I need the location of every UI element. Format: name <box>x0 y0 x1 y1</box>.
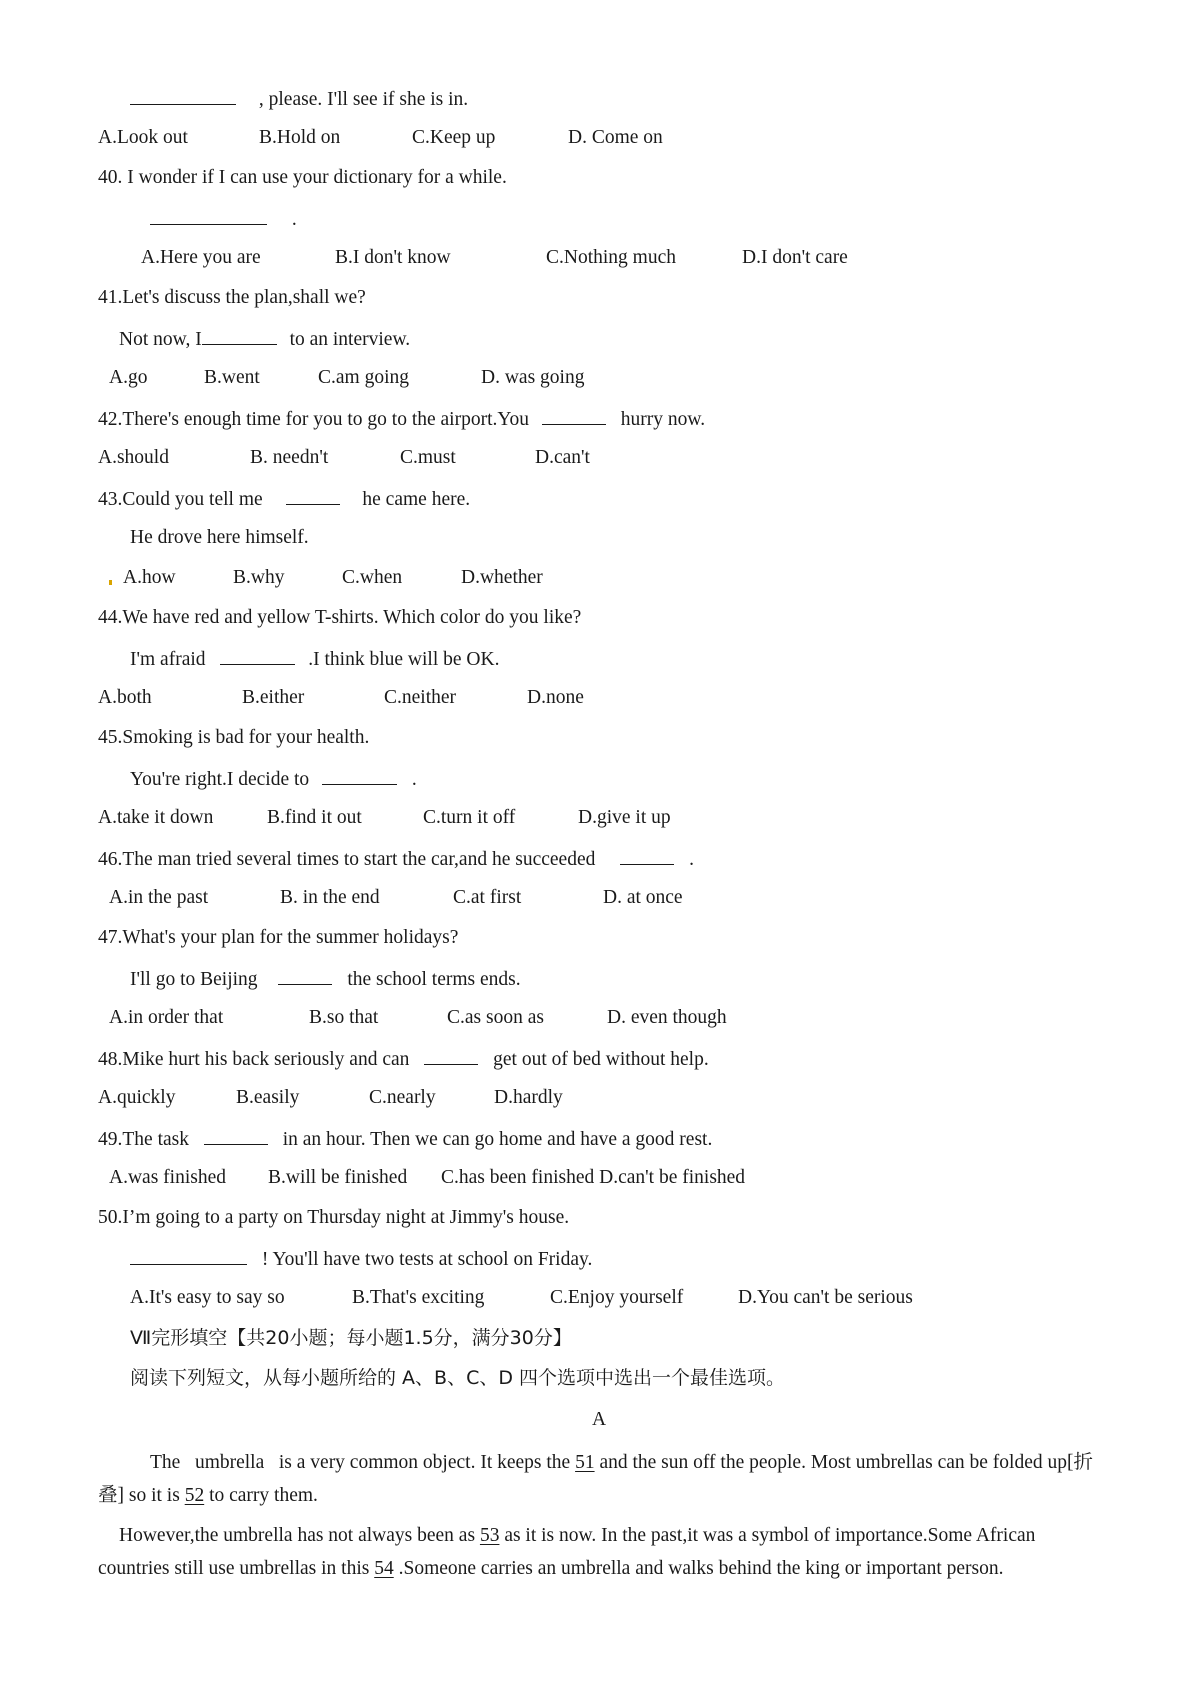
q41-response <box>119 326 410 352</box>
q41-prompt: 41.Let's discuss the plan,shall we? <box>98 287 366 308</box>
q40-option-c[interactable]: C.Nothing much <box>546 247 676 268</box>
q44-response-before: I'm afraid <box>130 649 206 670</box>
q40-option-d[interactable]: D.I don't care <box>742 247 848 268</box>
q45-option-b[interactable]: B.find it out <box>267 807 362 828</box>
q48-option-b[interactable]: B.easily <box>236 1087 300 1108</box>
p1-text-1: The umbrella is a very common object. It keeps the <box>150 1452 571 1473</box>
q45-response <box>130 766 417 792</box>
q43-option-c[interactable]: C.when <box>342 567 403 588</box>
q44-option-d[interactable]: D.none <box>527 687 584 708</box>
q47-response <box>130 966 521 992</box>
q40-prompt: 40. I wonder if I can use your dictionary for a while. <box>98 167 507 188</box>
q40-blank[interactable] <box>150 206 267 225</box>
q43-prompt <box>98 486 470 512</box>
q46-prompt-before: 46.The man tried several times to start the car,and he succeeded <box>98 849 596 870</box>
p1-text-3: to carry them. <box>209 1485 318 1506</box>
q39-option-d[interactable]: D. Come on <box>568 127 663 148</box>
q46-option-b[interactable]: B. in the end <box>280 887 380 908</box>
q45-option-a[interactable]: A.take it down <box>98 807 214 828</box>
q39-response-text: , please. I'll see if she is in. <box>258 89 469 110</box>
q44-option-b[interactable]: B.either <box>242 687 305 708</box>
q49-prompt-before: 49.The task <box>98 1129 189 1150</box>
q39-option-a[interactable]: A.Look out <box>98 127 188 148</box>
q43-prompt-before: 43.Could you tell me <box>98 489 263 510</box>
q50-option-c[interactable]: C.Enjoy yourself <box>550 1287 684 1308</box>
q50-option-b[interactable]: B.That's exciting <box>352 1287 485 1308</box>
q44-prompt: 44.We have red and yellow T-shirts. Which color do you like? <box>98 607 582 628</box>
q47-option-d[interactable]: D. even though <box>607 1007 727 1028</box>
q45-blank[interactable] <box>322 766 397 785</box>
q42-prompt <box>98 406 705 432</box>
q43-response: He drove here himself. <box>130 527 309 548</box>
q41-option-b[interactable]: B.went <box>204 367 260 388</box>
q50-option-d[interactable]: D.You can't be serious <box>738 1287 913 1308</box>
q48-option-d[interactable]: D.hardly <box>494 1087 563 1108</box>
q49-option-cd[interactable]: C.has been finished D.can't be finished <box>441 1167 746 1188</box>
q41-option-d[interactable]: D. was going <box>481 367 585 388</box>
q48-blank[interactable] <box>424 1046 478 1065</box>
q47-blank[interactable] <box>278 966 332 985</box>
q40-option-a[interactable]: A.Here you are <box>141 247 261 268</box>
q42-option-a[interactable]: A.should <box>98 447 169 468</box>
q49-prompt <box>98 1126 712 1152</box>
q42-prompt-after: hurry now. <box>620 409 706 430</box>
q48-prompt <box>98 1046 709 1072</box>
q46-option-d[interactable]: D. at once <box>603 887 683 908</box>
q48-prompt-after: get out of bed without help. <box>493 1049 709 1070</box>
q47-response-before: I'll go to Beijing <box>130 969 258 990</box>
q42-blank[interactable] <box>542 406 606 425</box>
blank-51[interactable]: 51 <box>575 1452 595 1473</box>
q40-option-b[interactable]: B.I don't know <box>335 247 451 268</box>
q44-response-after: .I think blue will be OK. <box>308 649 500 670</box>
q42-prompt-before: 42.There's enough time for you to go to the airport.You <box>98 409 530 430</box>
q43-blank[interactable] <box>286 486 340 505</box>
p2-text-3: .Someone carries an umbrella and walks behind the king or important person. <box>398 1558 1004 1579</box>
q41-blank[interactable] <box>202 326 277 345</box>
q48-prompt-before: 48.Mike hurt his back seriously and can <box>98 1049 410 1070</box>
q50-prompt: 50.I’m going to a party on Thursday night at Jimmy's house. <box>98 1207 570 1228</box>
q49-prompt-after: in an hour. Then we can go home and have a good rest. <box>282 1129 713 1150</box>
q46-prompt <box>98 846 694 872</box>
q46-option-a[interactable]: A.in the past <box>109 887 209 908</box>
q41-response-after: to an interview. <box>289 329 411 350</box>
q44-blank[interactable] <box>220 646 295 665</box>
q45-response-before: You're right.I decide to <box>130 769 310 790</box>
section-instruction: 阅读下列短文，从每小题所给的 A、B、C、D 四个选项中选出一个最佳选项。 <box>130 1367 786 1389</box>
q49-option-a[interactable]: A.was finished <box>109 1167 226 1188</box>
q50-option-a[interactable]: A.It's easy to say so <box>130 1287 285 1308</box>
q39-response <box>130 86 468 112</box>
q46-blank[interactable] <box>620 846 674 865</box>
q48-option-a[interactable]: A.quickly <box>98 1087 176 1108</box>
q46-prompt-after: . <box>689 849 694 870</box>
q39-option-c[interactable]: C.Keep up <box>412 127 496 148</box>
q43-option-a[interactable]: A.how <box>123 567 176 588</box>
blank-54[interactable]: 54 <box>374 1558 394 1579</box>
q50-response <box>130 1246 592 1272</box>
q41-option-c[interactable]: C.am going <box>318 367 409 388</box>
p2-text-1: However,the umbrella has not always been as <box>119 1525 476 1546</box>
q48-option-c[interactable]: C.nearly <box>369 1087 436 1108</box>
passage-paragraph-1 <box>98 1446 1100 1512</box>
q43-option-d[interactable]: D.whether <box>461 567 543 588</box>
q49-option-b[interactable]: B.will be finished <box>268 1167 408 1188</box>
q50-response-text: ! You'll have two tests at school on Friday. <box>261 1249 593 1270</box>
section-heading: Ⅶ完形填空【共20小题；每小题1.5分，满分30分】 <box>130 1327 572 1349</box>
q45-prompt: 45.Smoking is bad for your health. <box>98 727 370 748</box>
q45-option-d[interactable]: D.give it up <box>578 807 671 828</box>
blank-53[interactable]: 53 <box>479 1525 500 1546</box>
q50-blank[interactable] <box>130 1246 247 1265</box>
q44-option-c[interactable]: C.neither <box>384 687 457 708</box>
q42-option-d[interactable]: D.can't <box>535 447 590 468</box>
q49-blank[interactable] <box>204 1126 268 1145</box>
passage-paragraph-2 <box>98 1519 1100 1585</box>
p2-text-2: as it is now. In the past,it was a symbol of importance.Some African countries still use umbrellas in this <box>98 1525 1036 1579</box>
q42-option-c[interactable]: C.must <box>400 447 456 468</box>
q46-option-c[interactable]: C.at first <box>453 887 522 908</box>
q40-response-text: . <box>291 209 297 230</box>
q40-response <box>150 206 297 232</box>
q47-option-b[interactable]: B.so that <box>309 1007 379 1028</box>
q43-prompt-after: he came here. <box>362 489 471 510</box>
q47-response-after: the school terms ends. <box>347 969 521 990</box>
q44-option-a[interactable]: A.both <box>98 687 152 708</box>
q45-option-c[interactable]: C.turn it off <box>423 807 516 828</box>
passage-label: A <box>592 1409 607 1430</box>
q39-option-b[interactable]: B.Hold on <box>259 127 341 148</box>
stray-mark <box>109 580 112 585</box>
q47-option-a[interactable]: A.in order that <box>109 1007 224 1028</box>
blank-52[interactable]: 52 <box>184 1485 205 1506</box>
q39-blank[interactable] <box>130 86 236 105</box>
q45-response-after: . <box>411 769 417 790</box>
p1-text-2: and the sun off the people. Most umbrellas can be folded up[折叠] so it is <box>98 1452 1093 1506</box>
q44-response <box>130 646 499 672</box>
q43-option-b[interactable]: B.why <box>233 567 285 588</box>
q41-option-a[interactable]: A.go <box>109 367 148 388</box>
q47-option-c[interactable]: C.as soon as <box>447 1007 544 1028</box>
q41-response-before: Not now, I <box>119 329 202 350</box>
q47-prompt: 47.What's your plan for the summer holidays? <box>98 927 459 948</box>
q42-option-b[interactable]: B. needn't <box>250 447 329 468</box>
